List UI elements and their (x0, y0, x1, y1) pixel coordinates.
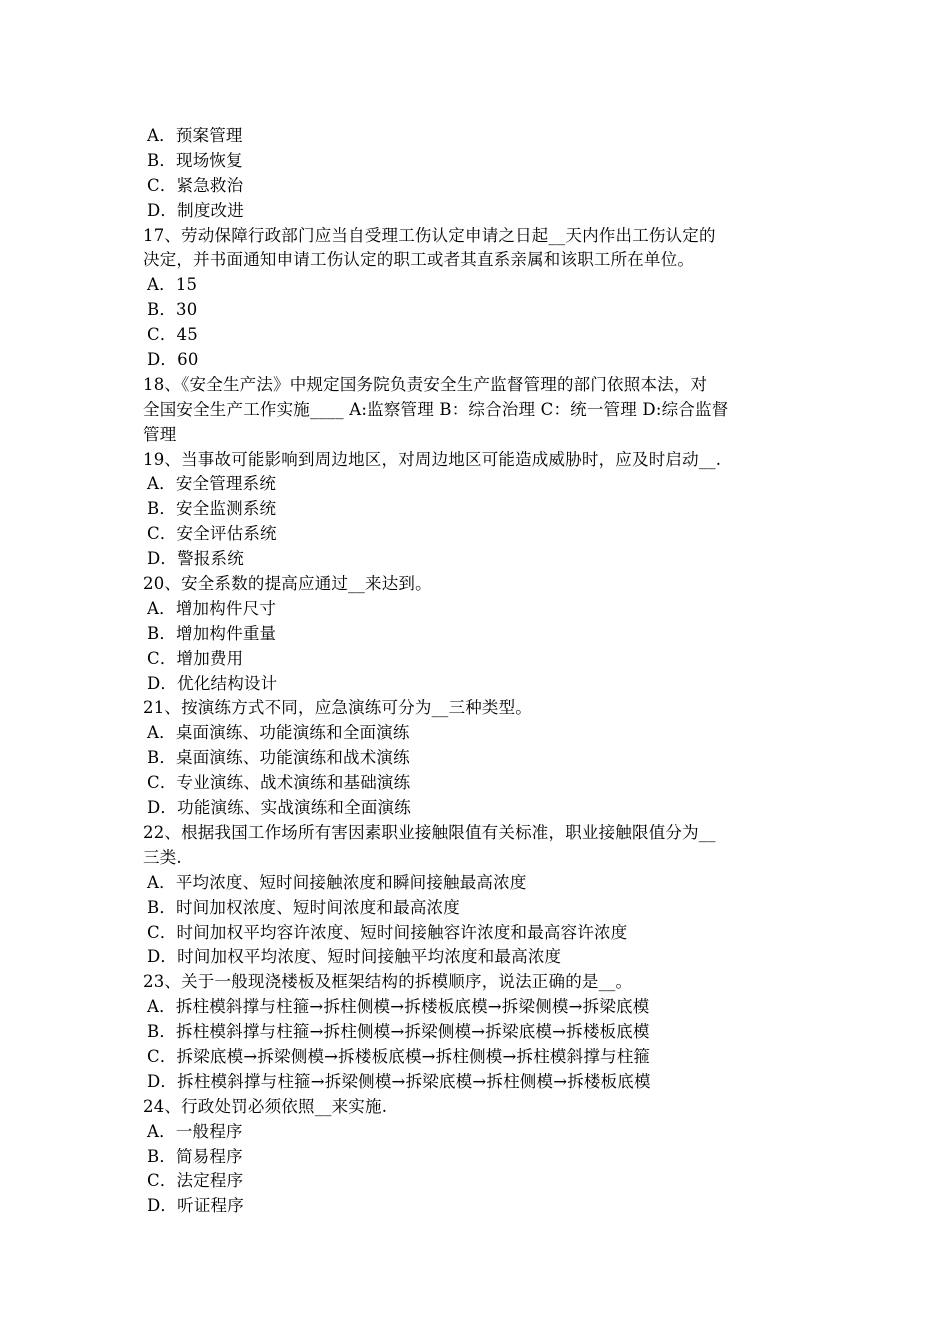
option-line: D．听证程序 (147, 1196, 244, 1216)
question-line: 决定，并书面通知申请工伤认定的职工或者其直系亲属和该职工所在单位。 (143, 250, 695, 270)
option-line: C．45 (147, 325, 198, 345)
option-line: D．优化结构设计 (147, 673, 278, 693)
option-line: C．专业演练、战术演练和基础演练 (147, 773, 411, 793)
question-line: 19、当事故可能影响到周边地区，对周边地区可能造成威胁时，应及时启动__. (143, 449, 722, 469)
option-line: D．警报系统 (147, 549, 244, 569)
question-line: 24、行政处罚必须依照__来实施. (143, 1096, 388, 1116)
option-line: C．法定程序 (147, 1171, 244, 1191)
question-line: 18、《安全生产法》中规定国务院负责安全生产监督管理的部门依照本法，对 (143, 374, 708, 394)
option-line: A．15 (147, 275, 198, 295)
question-line: 全国安全生产工作实施____ A:监察管理 B：综合治理 C：统一管理 D:综合监督 (143, 399, 729, 419)
option-line: A．安全管理系统 (147, 474, 277, 494)
document-page (143, 124, 811, 1219)
option-line: B．桌面演练、功能演练和战术演练 (147, 748, 410, 768)
option-line: B．增加构件重量 (147, 623, 277, 643)
question-line: 20、安全系数的提高应通过__来达到。 (143, 574, 432, 594)
question-line: 17、劳动保障行政部门应当自受理工伤认定申请之日起__天内作出工伤认定的 (143, 225, 716, 245)
option-line: A．拆柱模斜撑与柱箍→拆柱侧模→拆楼板底模→拆梁侧模→拆梁底模 (147, 997, 650, 1017)
option-line: B．现场恢复 (147, 150, 243, 170)
option-line: A．预案管理 (147, 126, 243, 145)
option-line: B．简易程序 (147, 1146, 243, 1166)
option-line: B．拆柱模斜撑与柱箍→拆柱侧模→拆梁侧模→拆梁底模→拆楼板底模 (147, 1022, 650, 1042)
option-line: B．时间加权浓度、短时间浓度和最高浓度 (147, 897, 460, 917)
option-line: A．一般程序 (147, 1121, 243, 1141)
option-line: D．60 (147, 350, 199, 370)
question-line: 21、按演练方式不同，应急演练可分为__三种类型。 (143, 698, 532, 718)
option-line: B．安全监测系统 (147, 499, 277, 519)
question-line: 23、关于一般现浇楼板及框架结构的拆模顺序，说法正确的是__。 (143, 972, 633, 992)
question-line: 管理 (143, 424, 177, 444)
option-line: C．紧急救治 (147, 175, 244, 195)
option-line: D．时间加权平均浓度、短时间接触平均浓度和最高浓度 (147, 947, 562, 967)
option-line: D．拆柱模斜撑与柱箍→拆梁侧模→拆梁底模→拆柱侧模→拆楼板底模 (147, 1071, 651, 1091)
option-line: B．30 (147, 300, 198, 320)
option-line: C．时间加权平均容许浓度、短时间接触容许浓度和最高容许浓度 (147, 922, 628, 942)
option-line: D．制度改进 (147, 200, 244, 220)
option-line: C．拆梁底模→拆梁侧模→拆楼板底模→拆柱侧模→拆柱模斜撑与柱箍 (147, 1046, 651, 1066)
question-line: 三类. (143, 847, 182, 867)
option-line: C．增加费用 (147, 648, 244, 668)
option-line: D．功能演练、实战演练和全面演练 (147, 798, 411, 818)
option-line: A．桌面演练、功能演练和全面演练 (147, 723, 410, 743)
option-line: A．增加构件尺寸 (147, 598, 277, 618)
option-line: A．平均浓度、短时间接触浓度和瞬间接触最高浓度 (147, 872, 527, 892)
option-line: C．安全评估系统 (147, 524, 277, 544)
question-line: 22、根据我国工作场所有害因素职业接触限值有关标准，职业接触限值分为__ (143, 822, 716, 842)
